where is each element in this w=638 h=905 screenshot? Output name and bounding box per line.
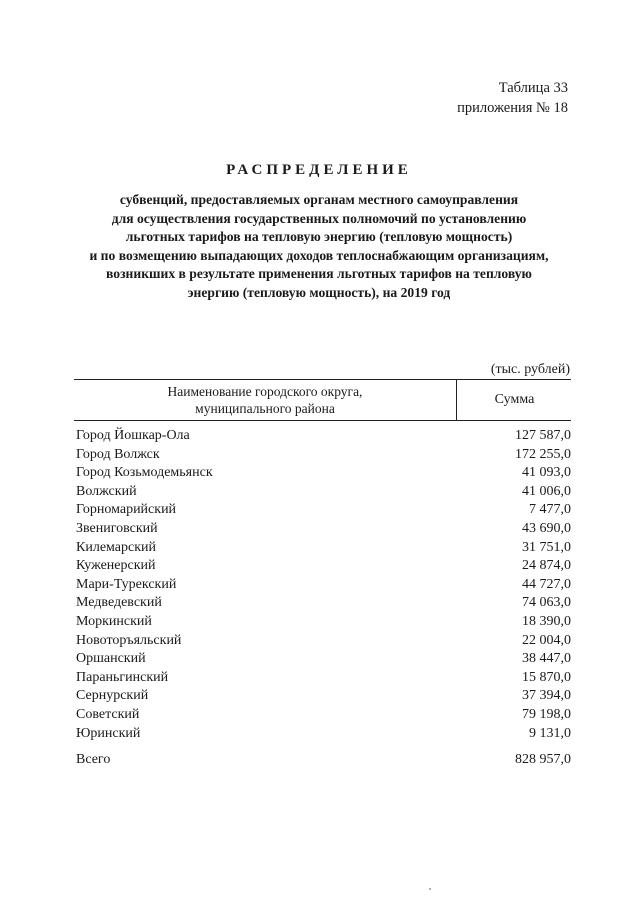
row-value: 7 477,0	[529, 502, 571, 518]
table-row	[74, 725, 571, 744]
row-name: Звениговский	[76, 520, 158, 536]
table-row	[74, 632, 571, 651]
table-row	[74, 427, 571, 446]
scan-speck	[429, 888, 431, 890]
header-name-line: Наименование городского округа,	[167, 384, 363, 399]
table-row	[74, 464, 571, 483]
subtitle-line: и по возмещению выпадающих доходов теплоснабжающим организациям,	[89, 247, 549, 263]
table-row	[74, 594, 571, 613]
units-label: (тыс. рублей)	[490, 362, 570, 377]
total-row	[74, 750, 571, 769]
row-value: 172 255,0	[515, 446, 571, 462]
table-row	[74, 446, 571, 465]
table-row	[74, 706, 571, 725]
table-row	[74, 483, 571, 502]
subtitle-line: возникших в результате применения льготных тарифов на тепловую	[106, 266, 532, 282]
total-label: Всего	[76, 752, 111, 767]
row-value: 79 198,0	[522, 706, 571, 722]
row-name: Параньгинский	[76, 669, 169, 685]
row-value: 38 447,0	[522, 651, 571, 667]
row-name: Новоторъяльский	[76, 632, 182, 648]
row-name: Мари-Турекский	[76, 576, 177, 592]
row-value: 9 131,0	[529, 725, 571, 741]
header-name-line: муниципального района	[195, 401, 335, 416]
row-value: 43 690,0	[522, 520, 571, 536]
total-value: 828 957,0	[515, 752, 571, 767]
reference-table-number: Таблица 33	[498, 80, 568, 96]
table-body	[74, 427, 571, 743]
header-name-column	[74, 380, 457, 420]
subtitle-line: для осуществления государственных полномочий по установлению	[111, 210, 527, 226]
row-name: Сернурский	[76, 688, 149, 704]
subtitle-line: энергию (тепловую мощность), на 2019 год	[187, 284, 451, 300]
table-row	[74, 557, 571, 576]
table-row	[74, 669, 571, 688]
row-name: Медведевский	[76, 595, 162, 611]
row-name: Город Козьмодемьянск	[76, 465, 213, 481]
header-sum-column: Сумма	[494, 392, 535, 407]
row-value: 44 727,0	[522, 576, 571, 592]
table-row	[74, 687, 571, 706]
subtitle-line: льготных тарифов на тепловую энергию (тепловую мощность)	[125, 229, 513, 245]
row-name: Килемарский	[76, 539, 157, 555]
row-value: 22 004,0	[522, 632, 571, 648]
table-header	[74, 379, 571, 421]
row-value: 127 587,0	[515, 428, 571, 443]
table-row	[74, 576, 571, 595]
row-name: Моркинский	[76, 613, 152, 629]
row-value: 37 394,0	[522, 688, 571, 704]
row-name: Юринский	[76, 725, 141, 741]
table-row	[74, 539, 571, 558]
reference-appendix-number: приложения № 18	[457, 100, 568, 116]
row-value: 74 063,0	[522, 595, 571, 611]
row-value: 31 751,0	[522, 539, 571, 555]
row-name: Куженерский	[76, 558, 156, 574]
row-value: 15 870,0	[522, 669, 571, 685]
table-row	[74, 650, 571, 669]
table-row	[74, 520, 571, 539]
table-row	[74, 501, 571, 520]
row-value: 41 006,0	[522, 483, 571, 499]
subtitle-line: субвенций, предоставляемых органам местного самоуправления	[119, 192, 519, 207]
row-name: Волжский	[76, 483, 137, 499]
table-row	[74, 613, 571, 632]
row-name: Оршанский	[76, 651, 146, 667]
row-name: Город Волжск	[76, 446, 160, 462]
document-subtitle	[40, 191, 598, 303]
row-name: Советский	[76, 706, 140, 722]
table-reference	[457, 78, 568, 118]
document-title: РАСПРЕДЕЛЕНИЕ	[226, 162, 412, 178]
row-value: 24 874,0	[522, 558, 571, 574]
row-value: 18 390,0	[522, 613, 571, 629]
row-name: Горномарийский	[76, 502, 177, 518]
row-value: 41 093,0	[522, 465, 571, 481]
row-name: Город Йошкар-Ола	[76, 428, 190, 443]
